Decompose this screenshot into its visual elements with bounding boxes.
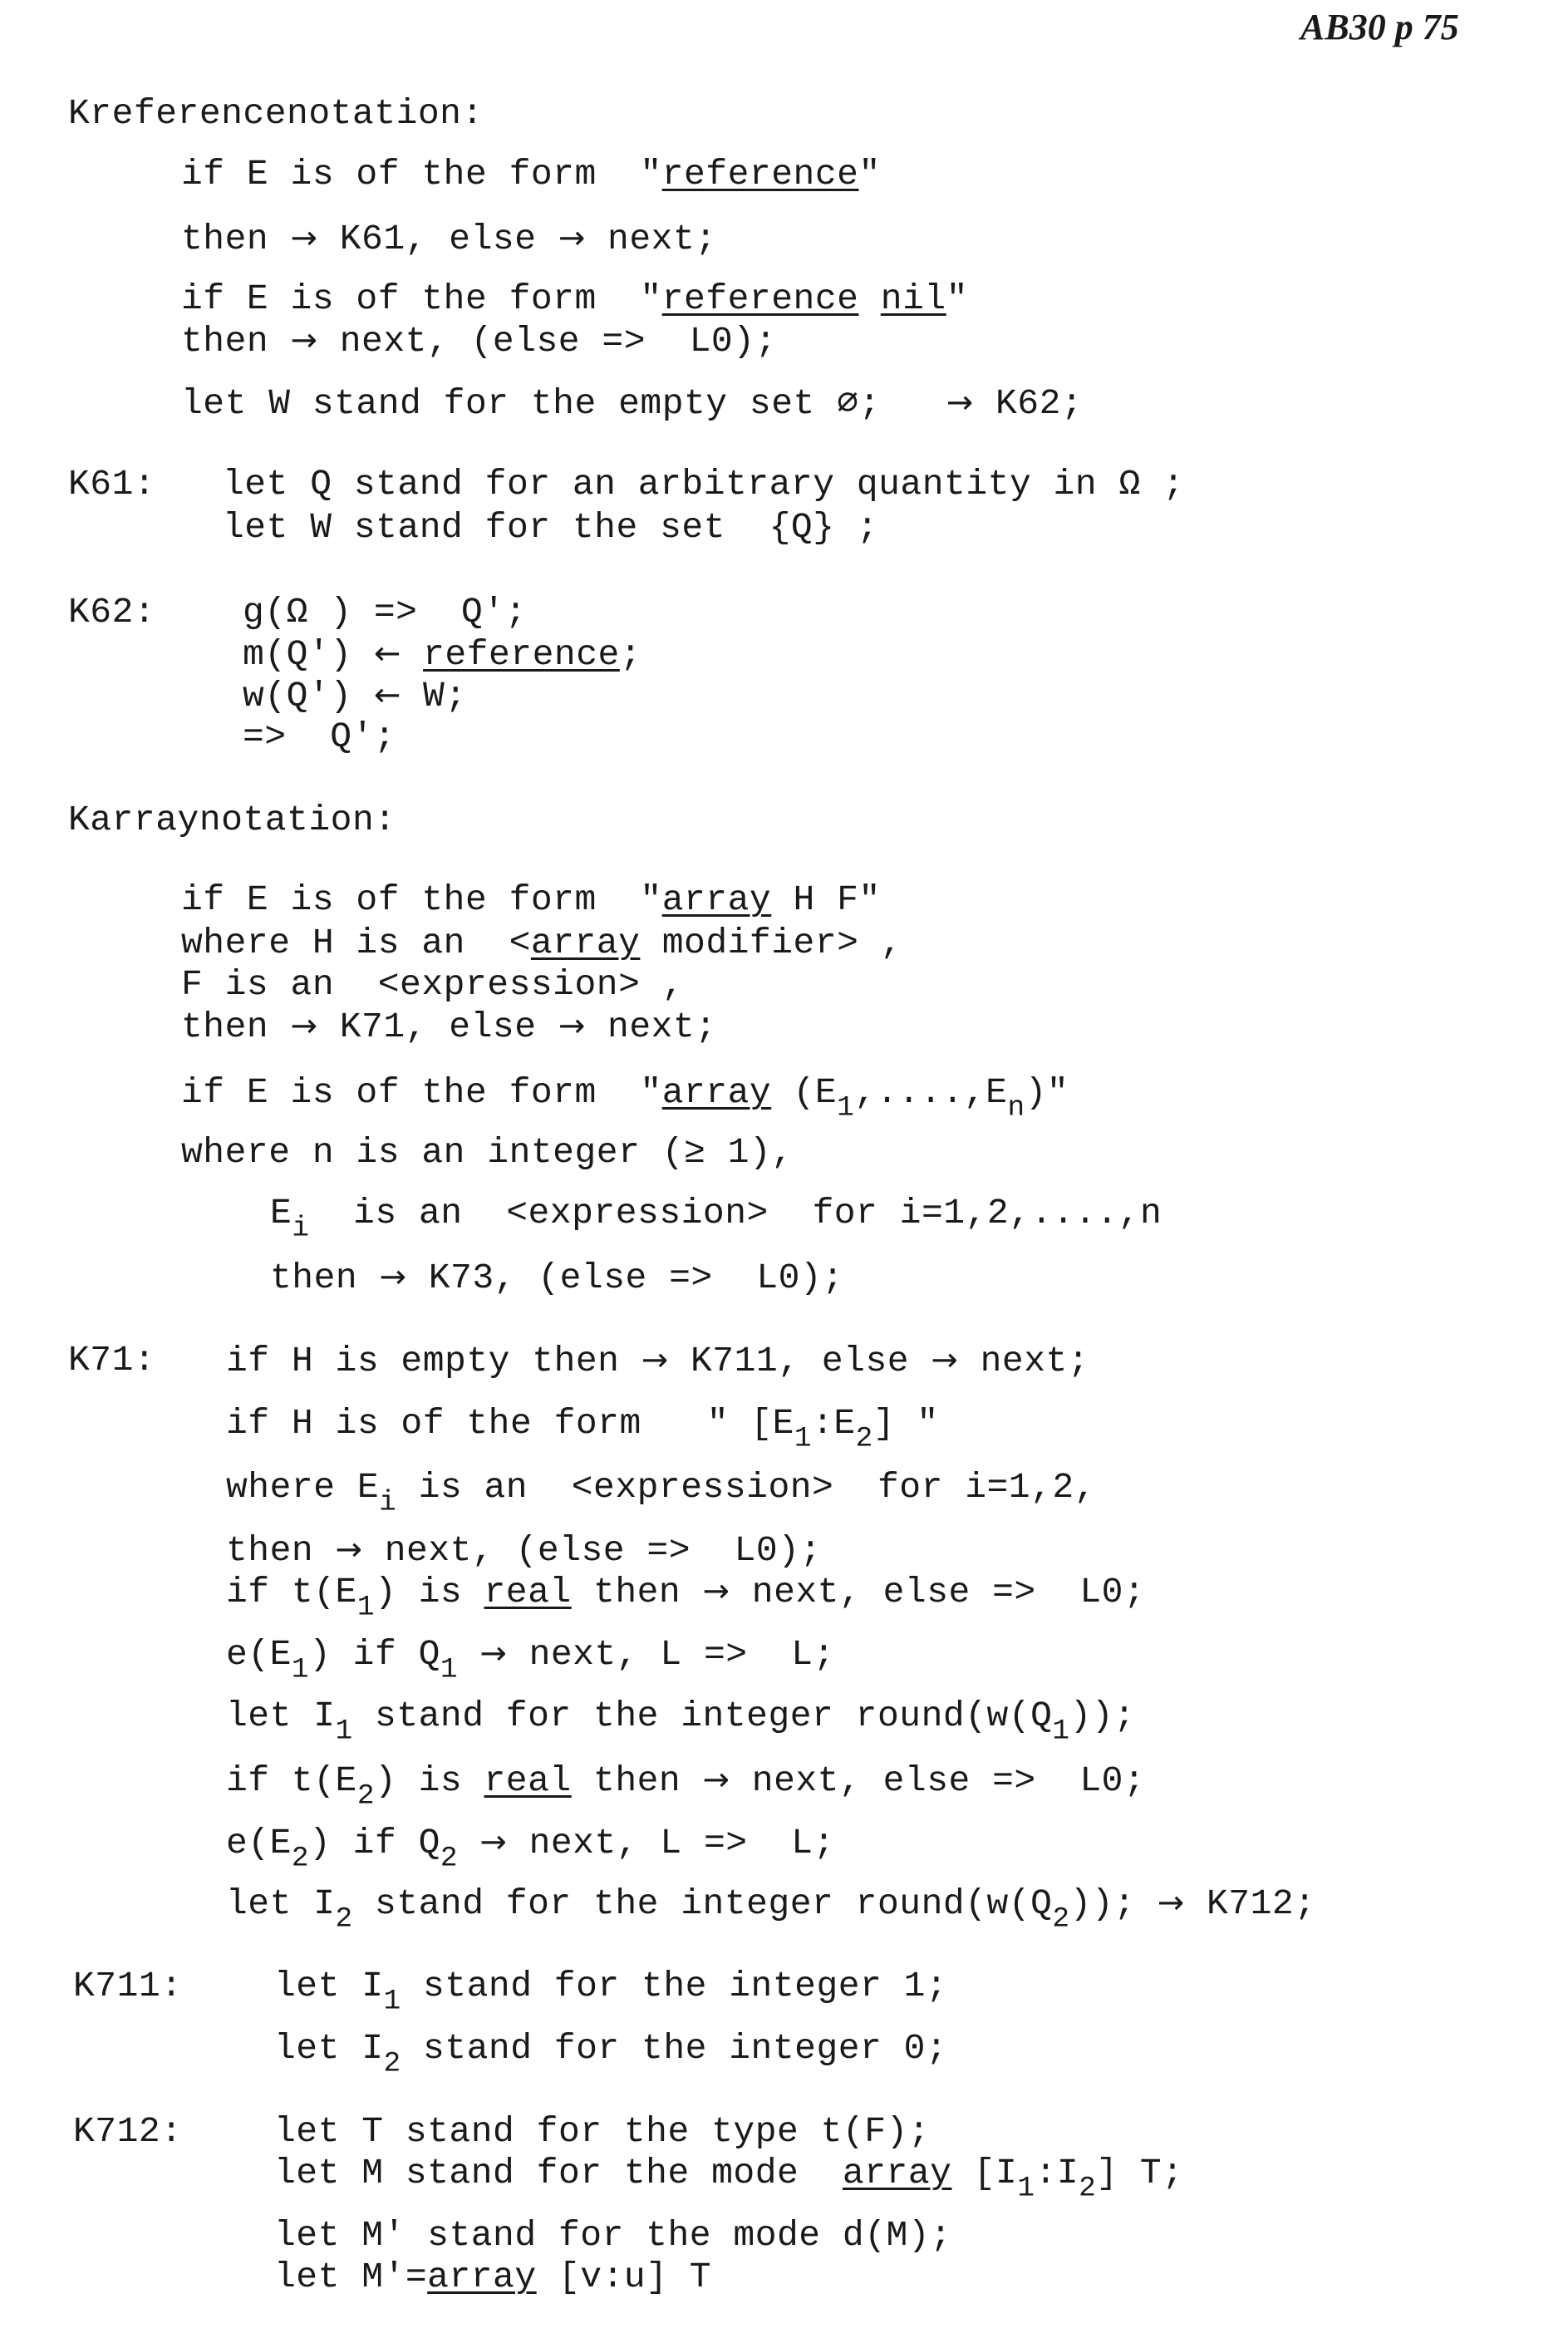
k712-line-4: let M'=array [v:u] T <box>274 2257 712 2297</box>
kref-line-2: then → K61, else → next; <box>181 219 717 259</box>
page-reference: AB30 p 75 <box>1300 7 1459 47</box>
karr-line-7: $E_i$ is an <expression> for i=1,2,....,n <box>270 1193 1162 1245</box>
section-title-karraynotation: Karraynotation: <box>68 800 396 840</box>
k71-line-5: if $t(E_1)$ is real then → next, else => L0; <box>226 1572 1146 1624</box>
kref-line-5: let W stand for the empty set ∅; → K62; <box>181 383 1084 424</box>
kref-line-1: if E is of the form "reference" <box>181 154 881 194</box>
k712-line-3: let M' stand for the mode d(M); <box>274 2215 952 2256</box>
karr-line-1: if E is of the form "array H F" <box>181 879 881 920</box>
k61-line-2: let W stand for the set {Q} ; <box>223 507 879 548</box>
k62-line-4: => Q'; <box>243 716 396 757</box>
karr-line-3: F is an <expression> , <box>181 964 684 1005</box>
k71-line-1: if H is empty then → K711, else → next; <box>226 1341 1090 1381</box>
label-k61: K61: <box>68 464 156 504</box>
kref-line-3: if E is of the form "reference nil" <box>181 278 968 319</box>
k71-line-2: if H is of the form " $[E_1:E_2]$ " <box>226 1403 939 1455</box>
karr-line-6: where n is an integer (≥ 1), <box>181 1132 794 1173</box>
k71-line-8: if $t(E_2)$ is real then → next, else => L0; <box>226 1760 1146 1813</box>
karr-line-5: if E is of the form "array $(E_1,....,E_n)$" <box>181 1072 1069 1125</box>
k71-line-9: $e(E_2)$ if $Q_2$ → next, L => L; <box>226 1823 835 1875</box>
karr-line-2: where H is an <array modifier> , <box>181 923 903 963</box>
label-k62: K62: <box>68 592 156 632</box>
label-k71: K71: <box>68 1340 156 1381</box>
k61-line-1: let Q stand for an arbitrary quantity in Ω ; <box>223 464 1185 504</box>
k71-line-4: then → next, (else => L0); <box>226 1530 822 1571</box>
k71-line-6: $e(E_1)$ if $Q_1$ → next, L => L; <box>226 1634 835 1686</box>
k71-line-10: let $I_2$ stand for the integer $round(w(Q_2))$; → K712; <box>226 1883 1316 1936</box>
k71-line-3: where $E_i$ is an <expression> for i=1,2, <box>226 1467 1097 1519</box>
label-k711: K711: <box>73 1966 183 2006</box>
k711-line-1: let $I_1$ stand for the integer 1; <box>274 1966 948 2018</box>
k62-line-1: g(Ω ) => Q'; <box>243 592 527 632</box>
k712-line-2: let M stand for the mode array $[I_1:I_2]$ T; <box>274 2153 1184 2205</box>
k62-line-3: w(Q') ← W; <box>243 676 467 716</box>
label-k712: K712: <box>73 2111 183 2152</box>
section-title-kreferencenotation: Kreferencenotation: <box>68 93 484 134</box>
k711-line-2: let $I_2$ stand for the integer 0; <box>274 2028 948 2080</box>
k71-line-7: let $I_1$ stand for the integer $round(w(Q_1))$; <box>226 1696 1136 1748</box>
karr-line-4: then → K71, else → next; <box>181 1007 717 1047</box>
kref-line-4: then → next, (else => L0); <box>181 321 777 362</box>
karr-line-8: then → K73, (else => L0); <box>270 1258 844 1298</box>
k712-line-1: let T stand for the type t(F); <box>274 2111 931 2152</box>
k62-line-2: m(Q') ← reference; <box>243 634 642 675</box>
